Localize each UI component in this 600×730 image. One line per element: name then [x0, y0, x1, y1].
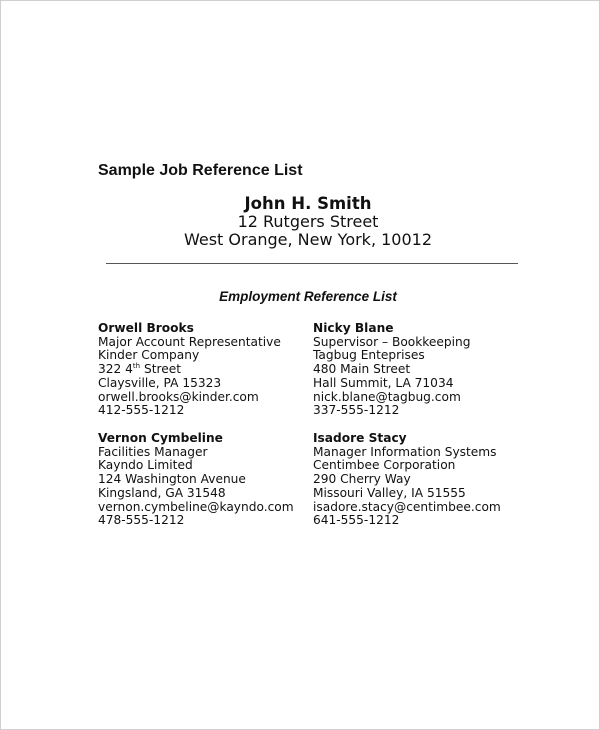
reference-name: Isadore Stacy — [313, 431, 407, 445]
applicant-city-state-zip: West Orange, New York, 10012 — [183, 230, 433, 249]
reference-phone: 641-555-1212 — [313, 513, 400, 528]
reference-email: orwell.brooks@kinder.com — [98, 389, 259, 404]
reference-street: 290 Cherry Way — [313, 472, 411, 487]
reference-street — [98, 363, 281, 377]
ordinal-suffix: th — [132, 362, 141, 371]
reference-email: isadore.stacy@centimbee.com — [313, 499, 501, 514]
reference-company: Kayndo Limited — [98, 458, 193, 473]
applicant-name: John H. Smith — [244, 194, 372, 213]
reference-city-state-zip: Missouri Valley, IA 51555 — [313, 485, 466, 500]
reference-phone: 337-555-1212 — [313, 403, 400, 418]
document-title: Sample Job Reference List — [98, 162, 303, 179]
reference-name: Orwell Brooks — [98, 321, 194, 335]
reference-email: vernon.cymbeline@kayndo.com — [98, 499, 294, 514]
applicant-header — [101, 195, 515, 249]
reference-street: 124 Washington Avenue — [98, 472, 246, 487]
reference-card — [313, 432, 501, 528]
street-name: Street — [140, 362, 181, 377]
section-title: Employment Reference List — [219, 289, 397, 304]
reference-city-state-zip: Claysville, PA 15323 — [98, 375, 222, 390]
applicant-street: 12 Rutgers Street — [237, 212, 379, 231]
reference-card — [98, 322, 281, 418]
reference-phone: 478-555-1212 — [98, 513, 185, 528]
reference-company: Kinder Company — [98, 348, 200, 363]
reference-title: Facilities Manager — [98, 444, 208, 459]
reference-company: Tagbug Enteprises — [313, 348, 425, 363]
reference-company: Centimbee Corporation — [313, 458, 456, 473]
street-number: 322 4 — [98, 362, 133, 377]
reference-title: Major Account Representative — [98, 334, 281, 349]
reference-card — [313, 322, 471, 418]
reference-city-state-zip: Kingsland, GA 31548 — [98, 485, 226, 500]
reference-card — [98, 432, 294, 528]
reference-street: 480 Main Street — [313, 362, 411, 377]
reference-phone: 412-555-1212 — [98, 403, 185, 418]
header-divider — [106, 263, 518, 264]
reference-title: Manager Information Systems — [313, 444, 497, 459]
reference-name: Vernon Cymbeline — [98, 431, 223, 445]
reference-name: Nicky Blane — [313, 321, 394, 335]
reference-title: Supervisor – Bookkeeping — [313, 334, 471, 349]
reference-email: nick.blane@tagbug.com — [313, 389, 461, 404]
reference-city-state-zip: Hall Summit, LA 71034 — [313, 375, 454, 390]
